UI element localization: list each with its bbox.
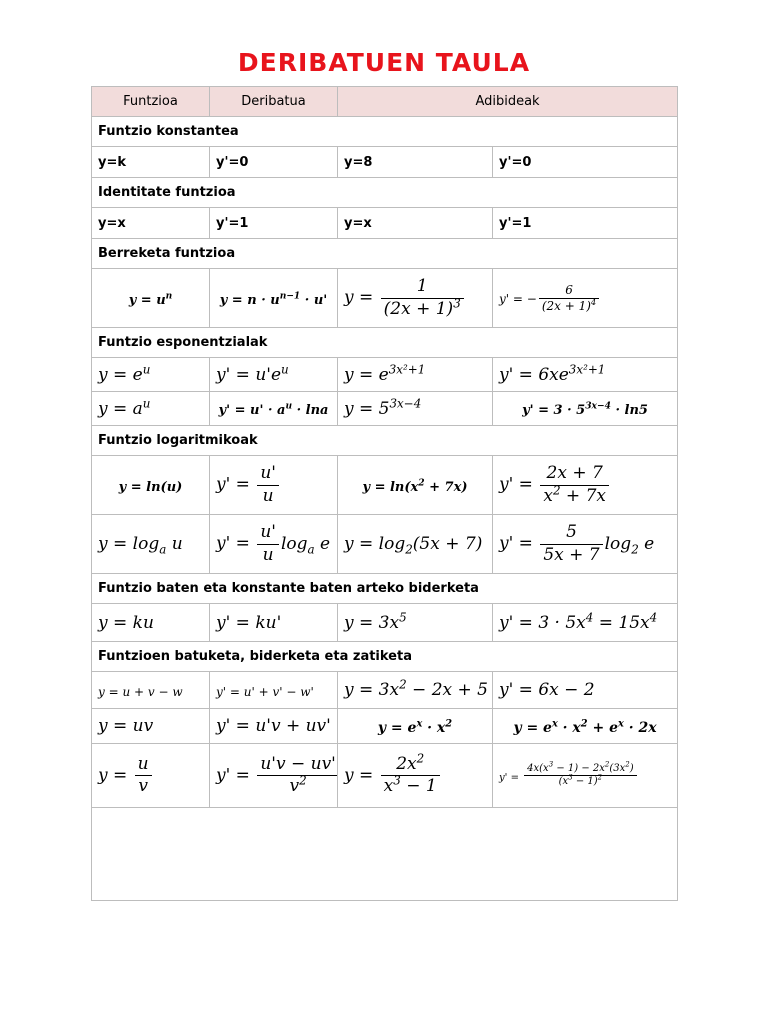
formula-quotient-derivative: y' = $\frac{u'v - uv'}{v^2}$ [210,744,338,808]
formula-sum-function: y = u + v − w [92,672,210,709]
section-title-logarithmic: Funtzio logaritmikoak [92,426,678,456]
formula-power-example: y = $\frac{1}{(2x + 1)^3}$ [338,269,493,328]
formula-exp-e-derivative: $y' = u'e^u$ [210,358,338,392]
section-title-const-product: Funtzio baten eta konstante baten arteko biderketa [92,574,678,604]
formula-product-example: $y = e^x \cdot x^2$ [338,709,493,744]
formula-exp-a-example: $y = 5^{3x-4}$ [338,392,493,426]
formula-sum-derivative: y' = u' + v' − w' [210,672,338,709]
section-row [92,642,678,672]
section-row [92,178,678,208]
formula-ln-derivative: y' = $\frac{u'}{u}$ [210,456,338,515]
formula-ku-function: y = ku [92,604,210,642]
formula-power-derivative: $y = n \cdot u^{n-1} \cdot u'$ [210,269,338,328]
formula-exp-a-function: $y = a^u$ [92,392,210,426]
section-row [92,574,678,604]
header-function: Funtzioa [92,87,210,117]
table-row [92,515,678,574]
table-header-row [92,87,678,117]
page-title: DERIBATUEN TAULA [237,48,531,77]
formula-exp-a-derivative: $y' = u' \cdot a^u \cdot \ln a$ [210,392,338,426]
table-row [92,672,678,709]
cell-function: y=k [92,147,210,178]
formula-sum-example: $y = 3x^2 - 2x + 5$ [338,672,493,709]
table-row [92,744,678,808]
table-row [92,456,678,515]
table-row [92,604,678,642]
table-row [92,392,678,426]
formula-quotient-example: y = $\frac{2x^2}{x^3 - 1}$ [338,744,493,808]
section-row [92,239,678,269]
cell-derivative: y'=1 [210,208,338,239]
cell-derivative: y'=0 [210,147,338,178]
cell-example-function: y=x [338,208,493,239]
section-title-power: Berreketa funtzioa [92,239,678,269]
formula-product-example-derivative: $y = e^x \cdot x^2 + e^x \cdot 2x$ [493,709,678,744]
empty-row [92,808,678,901]
formula-ln-example: $y = \ln(x^2 + 7x)$ [338,456,493,515]
table-row [92,208,678,239]
table-row [92,147,678,178]
formula-product-derivative: y' = u'v + uv' [210,709,338,744]
formula-log-derivative: y' = $\frac{u'}{u}$ $\log_a e$ [210,515,338,574]
formula-sum-example-derivative: y' = 6x − 2 [493,672,678,709]
section-row [92,117,678,147]
cell-example-derivative: y'=0 [493,147,678,178]
cell-function: y=x [92,208,210,239]
cell-example-function: y=8 [338,147,493,178]
table-row [92,358,678,392]
section-title-identity: Identitate funtzioa [92,178,678,208]
formula-product-function: y = uv [92,709,210,744]
formula-quotient-example-derivative: y' = $\frac{4x(x^3 - 1) - 2x^2(3x^2)}{(x^3 - 1)^2}$ [493,744,678,808]
formula-ku-example-derivative: $y' = 3 \cdot 5x^4 = 15x^4$ [493,604,678,642]
section-title-operations: Funtzioen batuketa, biderketa eta zatiketa [92,642,678,672]
formula-ku-example: $y = 3x^5$ [338,604,493,642]
formula-quotient-function: y = $\frac{u}{v}$ [92,744,210,808]
formula-log-example-derivative: y' = $\frac{5}{5x + 7}$ $\log_2 e$ [493,515,678,574]
formula-exp-e-function: $y = e^u$ [92,358,210,392]
formula-power-function: $y = u^n$ [92,269,210,328]
formula-log-function: $y = \log_a u$ [92,515,210,574]
section-title-exponential: Funtzio esponentzialak [92,328,678,358]
formula-power-example-derivative: y' = − $\frac{6}{(2x + 1)^4}$ [493,269,678,328]
formula-exp-a-example-derivative: $y' = 3 \cdot 5^{3x-4} \cdot \ln 5$ [493,392,678,426]
section-title-constant: Funtzio konstantea [92,117,678,147]
cell-example-derivative: y'=1 [493,208,678,239]
table-row [92,709,678,744]
formula-exp-e-example: $y = e^{3x^2+1}$ [338,358,493,392]
formula-log-example: $y = \log_2(5x + 7)$ [338,515,493,574]
formula-ln-function: y = ln(u) [92,456,210,515]
derivatives-table [91,86,678,901]
formula-ln-example-derivative: y' = $\frac{2x + 7}{x^2 + 7x}$ [493,456,678,515]
formula-exp-e-example-derivative: $y' = 6xe^{3x^2+1}$ [493,358,678,392]
header-examples: Adibideak [338,87,678,117]
section-row [92,426,678,456]
table-row [92,269,678,328]
formula-ku-derivative: y' = ku' [210,604,338,642]
header-derivative: Deribatua [210,87,338,117]
empty-cell [92,808,678,901]
section-row [92,328,678,358]
